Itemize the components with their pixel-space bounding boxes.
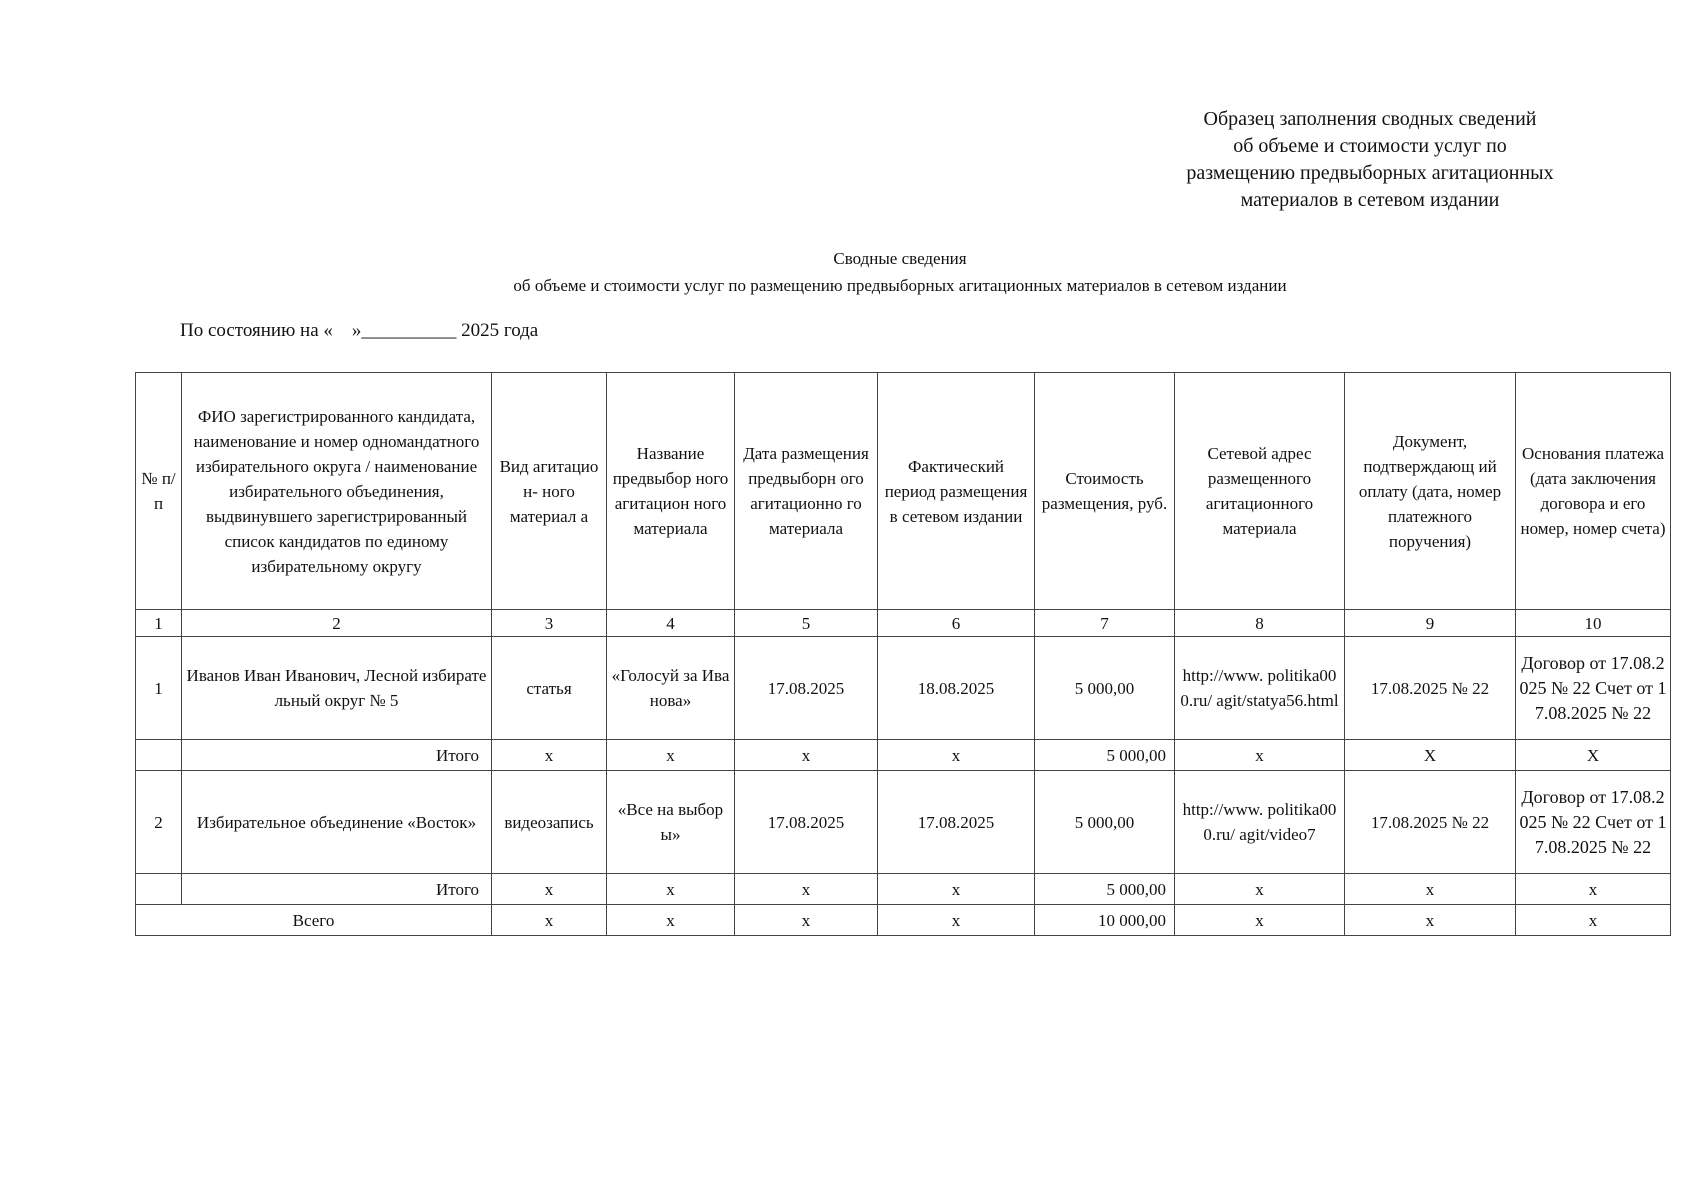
material-url: http://www. politika000.ru/ agit/video7 [1175, 771, 1345, 874]
payment-basis: Договор от 17.08.2025 № 22 Счет от 17.08.2025 № 22 [1516, 771, 1671, 874]
placement-cost: 5 000,00 [1035, 771, 1175, 874]
header-cell-type: Вид агитацио н- ного материал а [492, 373, 607, 610]
candidate-name: Избирательное объединение «Восток» [182, 771, 492, 874]
column-number: 5 [735, 610, 878, 637]
empty-cell [136, 874, 182, 905]
header-cell-basis: Основания платежа (дата заключения договора и его номер, номер счета) [1516, 373, 1671, 610]
column-number: 7 [1035, 610, 1175, 637]
subtotal-cost: 5 000,00 [1035, 740, 1175, 771]
subtotal-row [136, 740, 1671, 771]
placement-date: 17.08.2025 [735, 771, 878, 874]
header-cell-date: Дата размещения предвыборн ого агитационно го материала [735, 373, 878, 610]
placement-period: 18.08.2025 [878, 637, 1035, 740]
subtotal-mark: Х [1345, 740, 1516, 771]
title-line: Сводные сведения [833, 249, 967, 268]
material-title: «Голосуй за Иванова» [607, 637, 735, 740]
header-cell-url: Сетевой адрес размещенного агитационного материала [1175, 373, 1345, 610]
sample-note [1150, 106, 1590, 214]
payment-basis: Договор от 17.08.2025 № 22 Счет от 17.08.2025 № 22 [1516, 637, 1671, 740]
subtotal-mark: х [878, 874, 1035, 905]
header-cell-title: Название предвыбор ного агитацион ного материала [607, 373, 735, 610]
column-number: 9 [1345, 610, 1516, 637]
column-number: 3 [492, 610, 607, 637]
subtotal-label: Итого [182, 874, 492, 905]
grand-total-mark: х [1345, 905, 1516, 936]
empty-cell [136, 740, 182, 771]
subtotal-mark: х [1175, 874, 1345, 905]
header-cell-number: № п/п [136, 373, 182, 610]
placement-period: 17.08.2025 [878, 771, 1035, 874]
payment-document: 17.08.2025 № 22 [1345, 771, 1516, 874]
material-type: статья [492, 637, 607, 740]
column-number: 6 [878, 610, 1035, 637]
row-number: 1 [136, 637, 182, 740]
column-number: 2 [182, 610, 492, 637]
subtotal-label: Итого [182, 740, 492, 771]
subtotal-mark: х [735, 874, 878, 905]
subtotal-cost: 5 000,00 [1035, 874, 1175, 905]
subtotal-mark: х [1345, 874, 1516, 905]
subtotal-row [136, 874, 1671, 905]
subtotal-mark: х [607, 740, 735, 771]
payment-document: 17.08.2025 № 22 [1345, 637, 1516, 740]
column-number: 1 [136, 610, 182, 637]
header-row [136, 373, 1671, 610]
grand-total-mark: х [1516, 905, 1671, 936]
grand-total-mark: х [878, 905, 1035, 936]
material-type: видеозапись [492, 771, 607, 874]
as-of-date-line: По состоянию на « »__________ 2025 года [180, 320, 539, 341]
document-title [380, 245, 1420, 299]
placement-date: 17.08.2025 [735, 637, 878, 740]
column-number: 10 [1516, 610, 1671, 637]
column-number-row [136, 610, 1671, 637]
grand-total-cost: 10 000,00 [1035, 905, 1175, 936]
candidate-name: Иванов Иван Иванович, Лесной избирательный округ № 5 [182, 637, 492, 740]
material-title: «Все на выборы» [607, 771, 735, 874]
material-url: http://www. politika000.ru/ agit/statya56.html [1175, 637, 1345, 740]
subtotal-mark: х [607, 874, 735, 905]
placement-cost: 5 000,00 [1035, 637, 1175, 740]
title-line: об объеме и стоимости услуг по размещению предвыборных агитационных материалов в сетевом издании [513, 276, 1287, 295]
header-cell-period: Фактический период размещения в сетевом издании [878, 373, 1035, 610]
grand-total-mark: х [607, 905, 735, 936]
sample-note-line: материалов в сетевом издании [1240, 189, 1500, 211]
column-number: 4 [607, 610, 735, 637]
subtotal-mark: Х [1516, 740, 1671, 771]
row-number: 2 [136, 771, 182, 874]
subtotal-mark: х [492, 740, 607, 771]
header-cell-payment-doc: Документ, подтверждающ ий оплату (дата, номер платежного поручения) [1345, 373, 1516, 610]
subtotal-mark: х [1175, 740, 1345, 771]
grand-total-row [136, 905, 1671, 936]
table-row [136, 771, 1671, 874]
grand-total-label: Всего [136, 905, 492, 936]
table-row [136, 637, 1671, 740]
summary-table [135, 372, 1671, 936]
sample-note-line: Образец заполнения сводных сведений [1203, 108, 1537, 130]
grand-total-mark: х [492, 905, 607, 936]
subtotal-mark: х [735, 740, 878, 771]
subtotal-mark: х [1516, 874, 1671, 905]
grand-total-mark: х [735, 905, 878, 936]
sample-note-line: размещению предвыборных агитационных [1186, 162, 1554, 184]
subtotal-mark: х [492, 874, 607, 905]
header-cell-cost: Стоимость размещения, руб. [1035, 373, 1175, 610]
subtotal-mark: х [878, 740, 1035, 771]
header-cell-name: ФИО зарегистрированного кандидата, наименование и номер одномандатного избирательного округа / наименование избирательного объединения, выдвинувшего зарегистрированный список кандидатов по единому избирательному округу [182, 373, 492, 610]
column-number: 8 [1175, 610, 1345, 637]
sample-note-line: об объеме и стоимости услуг по [1233, 135, 1507, 157]
grand-total-mark: х [1175, 905, 1345, 936]
